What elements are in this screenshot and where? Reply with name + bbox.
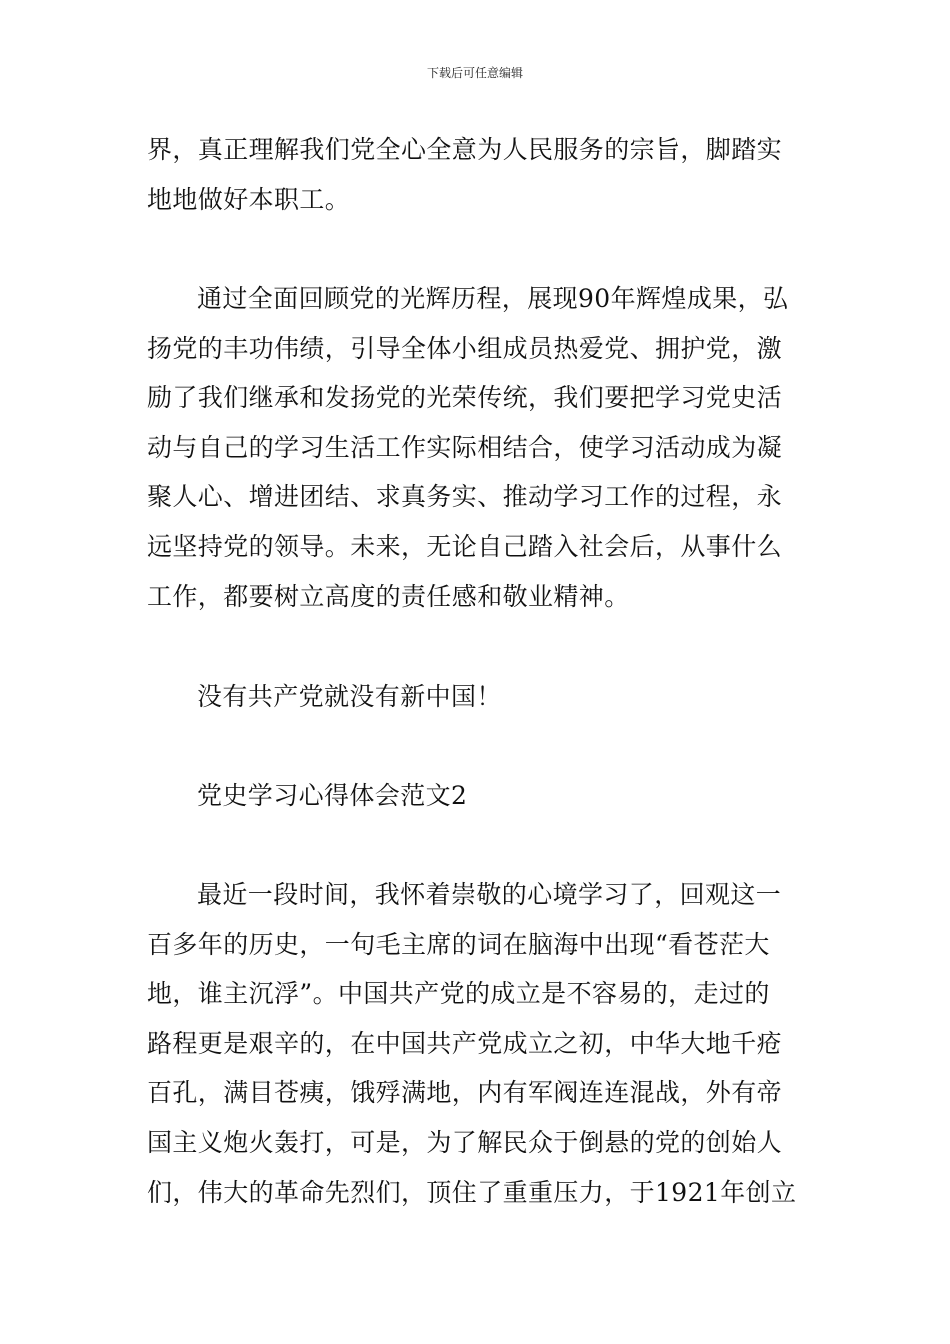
section-title — [147, 771, 807, 821]
text-line: 工作，都要树立高度的责任感和敬业精神。 — [147, 581, 630, 611]
text-line: 们，伟大的革命先烈们，顶住了重重压力，于1921年创立 — [147, 1177, 797, 1207]
text-line: 扬党的丰功伟绩，引导全体小组成员热爱党、拥护党，激 — [147, 333, 783, 363]
text-line: 没有共产党就没有新中国！ — [197, 682, 502, 711]
paragraph-party-history-review — [147, 274, 807, 621]
paragraph-continuation — [147, 125, 807, 224]
text-line: 地，谁主沉浮”。中国共产党的成立是不容易的，走过的 — [147, 979, 770, 1009]
text-line: 通过全面回顾党的光辉历程，展现90年辉煌成果，弘 — [197, 284, 789, 313]
text-line: 动与自己的学习生活工作实际相结合，使学习活动成为凝 — [147, 432, 783, 462]
text-line: 地地做好本职工。 — [147, 184, 351, 214]
text-line: 百孔，满目苍痍，饿殍满地，内有军阀连连混战，外有帝 — [147, 1078, 783, 1108]
text-line: 最近一段时间，我怀着崇敬的心境学习了，回观这一 — [197, 880, 782, 909]
page-header: 下载后可任意编辑 — [426, 66, 523, 80]
text-line: 百多年的历史，一句毛主席的词在脑海中出现“看苍茫大 — [147, 929, 770, 959]
text-line: 党史学习心得体会范文2 — [197, 781, 468, 810]
text-line: 聚人心、增进团结、求真务实、推动学习工作的过程，永 — [147, 482, 783, 512]
text-line: 励了我们继承和发扬党的光荣传统，我们要把学习党史活 — [147, 383, 783, 413]
paragraph-slogan — [147, 672, 807, 722]
paragraph-recent-study — [147, 870, 807, 1217]
text-line: 路程更是艰辛的，在中国共产党成立之初，中华大地千疮 — [147, 1028, 783, 1058]
text-line: 国主义炮火轰打，可是，为了解民众于倒悬的党的创始人 — [147, 1127, 783, 1157]
text-line: 界，真正理解我们党全心全意为人民服务的宗旨，脚踏实 — [147, 135, 783, 164]
text-line: 远坚持党的领导。未来，无论自己踏入社会后，从事什么 — [147, 531, 783, 561]
